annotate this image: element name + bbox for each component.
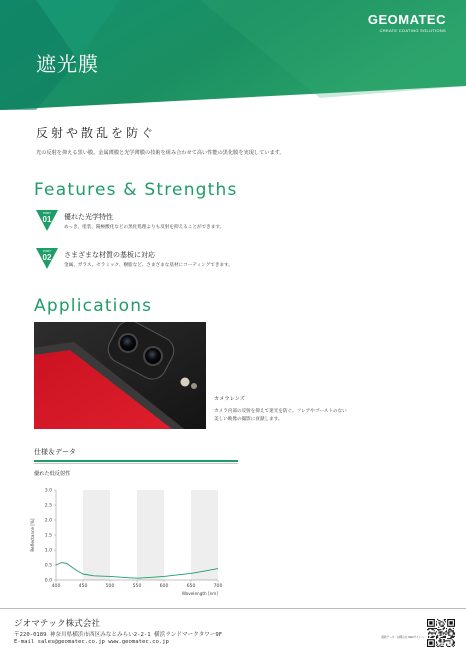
applications-title: Applications — [34, 296, 153, 316]
logo-tagline: CREATE COATING SOLUTIONS — [379, 28, 446, 33]
headline: 反射や散乱を防ぐ — [36, 126, 157, 140]
spec-divider-thin — [34, 463, 238, 464]
spec-divider — [34, 460, 238, 462]
y-axis-label: Reflectance [%] — [30, 518, 35, 552]
caption-line: 美しい映像の撮影に貢献します。 — [214, 416, 283, 422]
point-description: めっき、塗装、陽極酸化などの黒化処理よりも反射を抑えることができます。 — [64, 225, 225, 230]
x-tick-label: 650 — [186, 584, 196, 589]
camera-lens-photo — [34, 322, 206, 429]
logo-text: GEOMATEC — [367, 12, 446, 27]
point-title: 優れた光学特性 — [64, 213, 113, 221]
company-logo — [368, 12, 446, 33]
point-title: さまざまな材質の基板に対応 — [64, 251, 155, 259]
y-tick-label: 1.5 — [44, 533, 52, 539]
header-banner — [0, 0, 466, 110]
company-address: 〒220-0189 神奈川県横浜市西区みなとみらい2-2-1 横浜ランドマークタワー9F — [14, 632, 223, 638]
company-contact: E-mail sales@geomatec.co.jp www.geomatec.co.jp — [14, 639, 169, 645]
reflectance-chart — [26, 482, 226, 604]
x-axis-label: Wavelength [nm] — [181, 591, 218, 596]
y-tick-label: 1.0 — [44, 548, 52, 554]
qr-note: 最新データ・お問合せ Webサイトへ — [381, 636, 424, 639]
point-badge — [36, 248, 58, 270]
chart-title: 優れた低反射性 — [34, 471, 71, 477]
caption-text — [214, 408, 347, 423]
x-tick-label: 500 — [105, 584, 115, 589]
qr-code-icon[interactable] — [427, 619, 455, 647]
x-tick-label: 550 — [132, 584, 142, 589]
footer-divider — [0, 608, 466, 609]
point-badge — [36, 210, 58, 232]
x-tick-label: 600 — [159, 584, 169, 589]
caption-line: カメラ内部の反射を抑えて迷光を防ぐ。フレアやゴーストのない — [214, 409, 347, 414]
point-number: 02 — [42, 253, 52, 262]
x-tick-label: 700 — [213, 584, 223, 589]
y-tick-label: 3.0 — [44, 488, 52, 494]
intro-text: 光の反射を抑える黒い膜。金属薄膜と光学薄膜の技術を組み合わせて高い性能の黒化膜を実現しています。 — [36, 150, 285, 156]
chart-band — [83, 490, 110, 580]
caption-title: カメラレンズ — [214, 396, 245, 402]
company-name: ジオマテック株式会社 — [14, 619, 100, 629]
y-tick-label: 0.5 — [44, 563, 52, 569]
point-number: 01 — [42, 215, 52, 224]
y-tick-label: 2.0 — [44, 518, 52, 524]
y-tick-label: 0.0 — [44, 578, 52, 584]
y-tick-label: 2.5 — [44, 503, 52, 509]
page-title: 遮光膜 — [36, 52, 99, 76]
spec-title: 仕様＆データ — [34, 448, 76, 456]
x-tick-label: 400 — [51, 584, 61, 589]
x-tick-label: 450 — [78, 584, 88, 589]
features-title: Features & Strengths — [34, 180, 238, 200]
point-label: POINT — [43, 250, 51, 253]
chart-band — [191, 490, 218, 580]
point-label: POINT — [43, 212, 51, 215]
chart-band — [137, 490, 164, 580]
point-description: 金属、ガラス、セラミック、樹脂など、さまざまな基材にコーティングできます。 — [64, 263, 233, 268]
